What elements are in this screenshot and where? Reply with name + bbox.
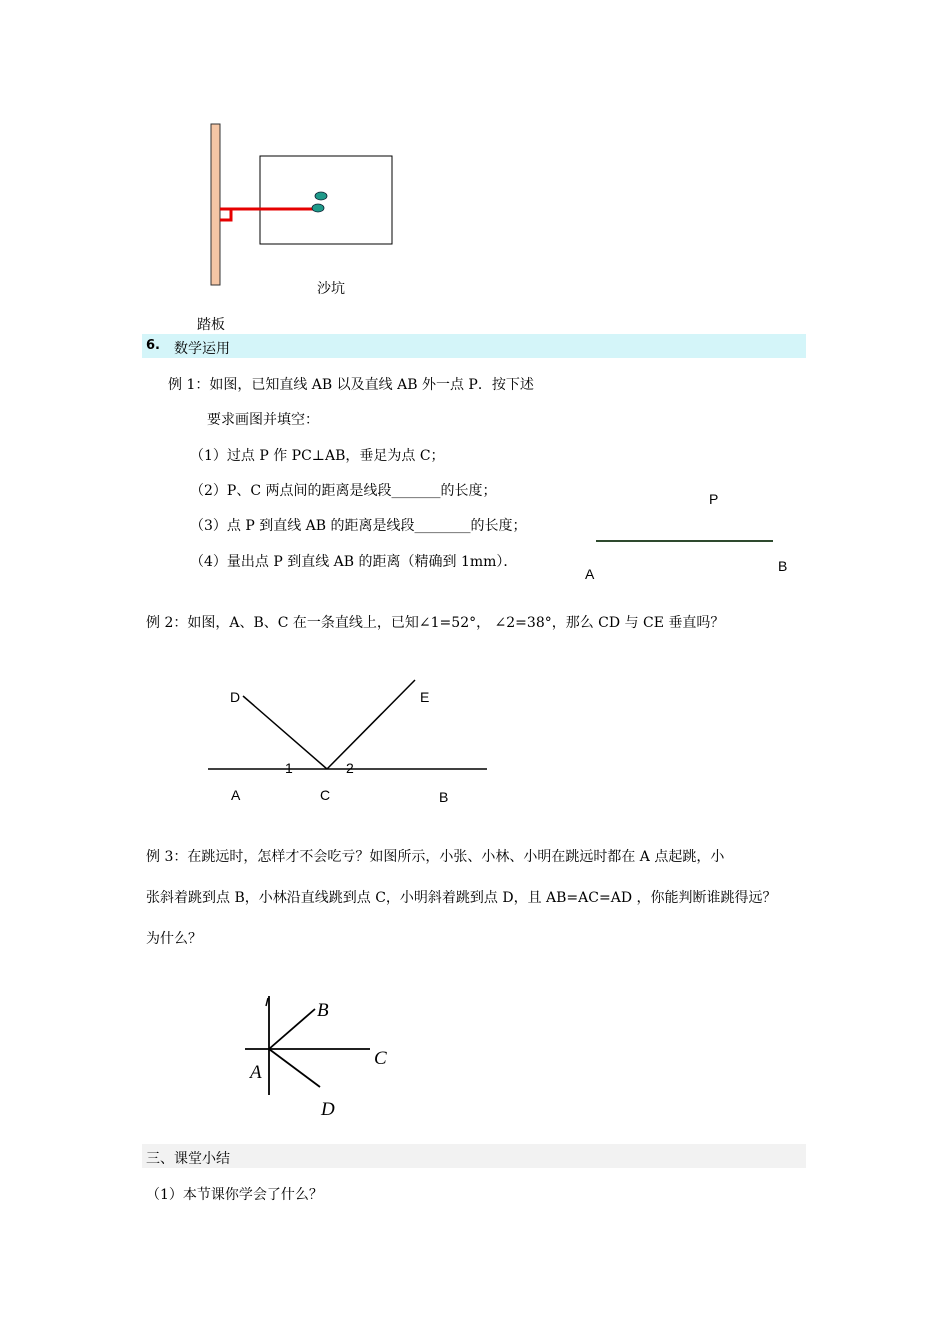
ex2-label-d: D	[230, 689, 241, 705]
example1-item3: （3）点 P 到直线 AB 的距离是线段________的长度；	[190, 518, 527, 534]
example1-item4: （4）量出点 P 到直线 AB 的距离（精确到 1mm）．	[190, 554, 518, 570]
ex2-label-e: E	[420, 689, 430, 705]
sandpit-rect	[260, 156, 392, 244]
ex2-label-c: C	[320, 787, 331, 803]
footprint-icon	[312, 204, 324, 212]
example3-diagram	[0, 990, 950, 1130]
board-label: 踏板	[197, 317, 225, 333]
section-6-number: 6.	[146, 338, 160, 353]
example1-line-ab	[0, 536, 950, 546]
example2-diagram	[0, 660, 950, 860]
example1-line1: 例 1：如图，已知直线 AB 以及直线 AB 外一点 P．按下述	[168, 377, 534, 393]
ex3-label-c: C	[374, 1048, 387, 1069]
ex2-label-b: B	[439, 789, 449, 805]
ex3-label-d: D	[321, 1099, 335, 1120]
ex3-label-b: B	[317, 1000, 329, 1021]
point-a-label: A	[585, 566, 595, 582]
sandpit-label: 沙坑	[317, 281, 345, 297]
long-jump-diagram	[0, 0, 950, 330]
summary-question-1: （1）本节课你学会了什么？	[146, 1187, 323, 1203]
take-off-board	[211, 124, 220, 285]
example1-line2: 要求画图并填空：	[207, 412, 319, 428]
example1-item2: （2）P、C 两点间的距离是线段_______的长度；	[190, 483, 497, 499]
ex2-label-2: 2	[346, 760, 354, 776]
summary-heading: 三、课堂小结	[146, 1151, 230, 1167]
section-6-title: 数学运用	[174, 341, 230, 357]
ex2-label-a: A	[231, 787, 241, 803]
example3-line1: 例 3：在跳远时，怎样才不会吃亏？如图所示，小张、小林、小明在跳远时都在 A 点起跳，小	[146, 849, 725, 865]
point-b-label: B	[778, 558, 788, 574]
footprint-icon	[315, 192, 327, 200]
example3-line3: 为什么？	[146, 931, 202, 947]
ex3-label-a: A	[250, 1062, 262, 1083]
ex2-label-1: 1	[285, 760, 293, 776]
example1-item1: （1）过点 P 作 PC⊥AB，垂足为点 C；	[190, 448, 445, 464]
section-6-band	[142, 334, 806, 358]
example3-line2: 张斜着跳到点 B，小林沿直线跳到点 C，小明斜着跳到点 D，且 AB=AC=AD ，你能判断谁跳得远？	[146, 890, 777, 906]
example2-text: 例 2：如图，A、B、C 在一条直线上，已知∠1=52°， ∠2=38°，那么 CD 与 CE 垂直吗？	[146, 615, 725, 631]
summary-band	[142, 1144, 806, 1168]
point-p-label: P	[709, 491, 719, 507]
